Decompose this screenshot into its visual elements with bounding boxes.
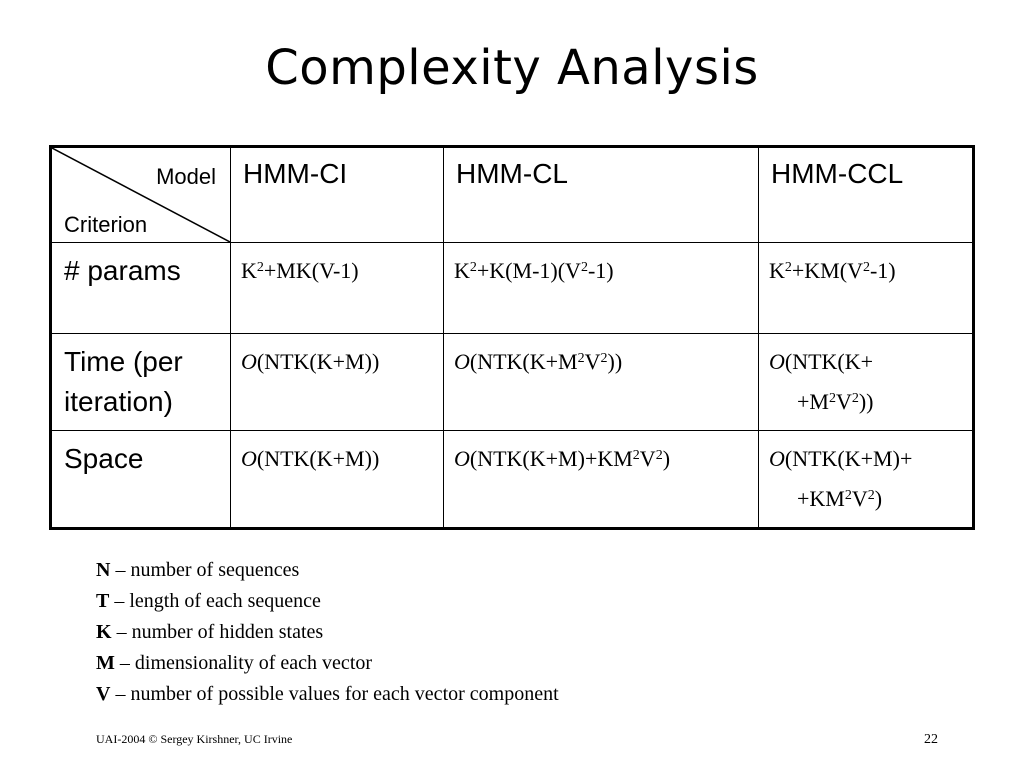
footer-credit: UAI-2004 © Sergey Kirshner, UC Irvine <box>96 732 293 746</box>
table-header-row <box>51 147 974 243</box>
legend-item: K – number of hidden states <box>96 621 324 643</box>
legend-item: V – number of possible values for each vector component <box>96 683 559 705</box>
table-row-time <box>51 334 974 431</box>
column-header: HMM-CL <box>444 147 759 243</box>
table-row-space <box>51 431 974 529</box>
row-header: Space <box>51 431 231 529</box>
table-cell: O(NTK(K+M)) <box>231 334 444 431</box>
table-cell: $O(NTK(K+M)+KM^2V^2)$ <box>444 431 759 529</box>
corner-model-label: Model <box>156 164 216 189</box>
legend-item: N – number of sequences <box>96 559 300 581</box>
table-cell: $K^2+MK(V-1)$ <box>231 243 444 334</box>
variable-legend <box>96 555 559 710</box>
legend-item: M – dimensionality of each vector <box>96 652 373 674</box>
table-cell: O(NTK(K+M)) <box>231 431 444 529</box>
table-cell: O(NTK(K+M)+ $+KM^2V^2$) <box>759 431 974 529</box>
column-header: HMM-CCL <box>759 147 974 243</box>
page-title: Complexity Analysis <box>265 40 759 96</box>
table-cell: $O(NTK(K+M^2V^2))$ <box>444 334 759 431</box>
column-header: HMM-CI <box>231 147 444 243</box>
table-cell: $K^2+KM(V^2-1)$ <box>759 243 974 334</box>
corner-criterion-label: Criterion <box>64 212 148 237</box>
corner-cell <box>51 147 231 243</box>
row-header: # params <box>51 243 231 334</box>
table-cell: $K^2+K(M-1)(V^2-1)$ <box>444 243 759 334</box>
table-cell: O(NTK(K+ $+M^2V^2$)) <box>759 334 974 431</box>
complexity-table <box>49 145 975 530</box>
page-number: 22 <box>924 732 938 747</box>
row-header: Time (per iteration) <box>51 334 231 431</box>
legend-item: T – length of each sequence <box>96 590 321 612</box>
table-row-params <box>51 243 974 334</box>
